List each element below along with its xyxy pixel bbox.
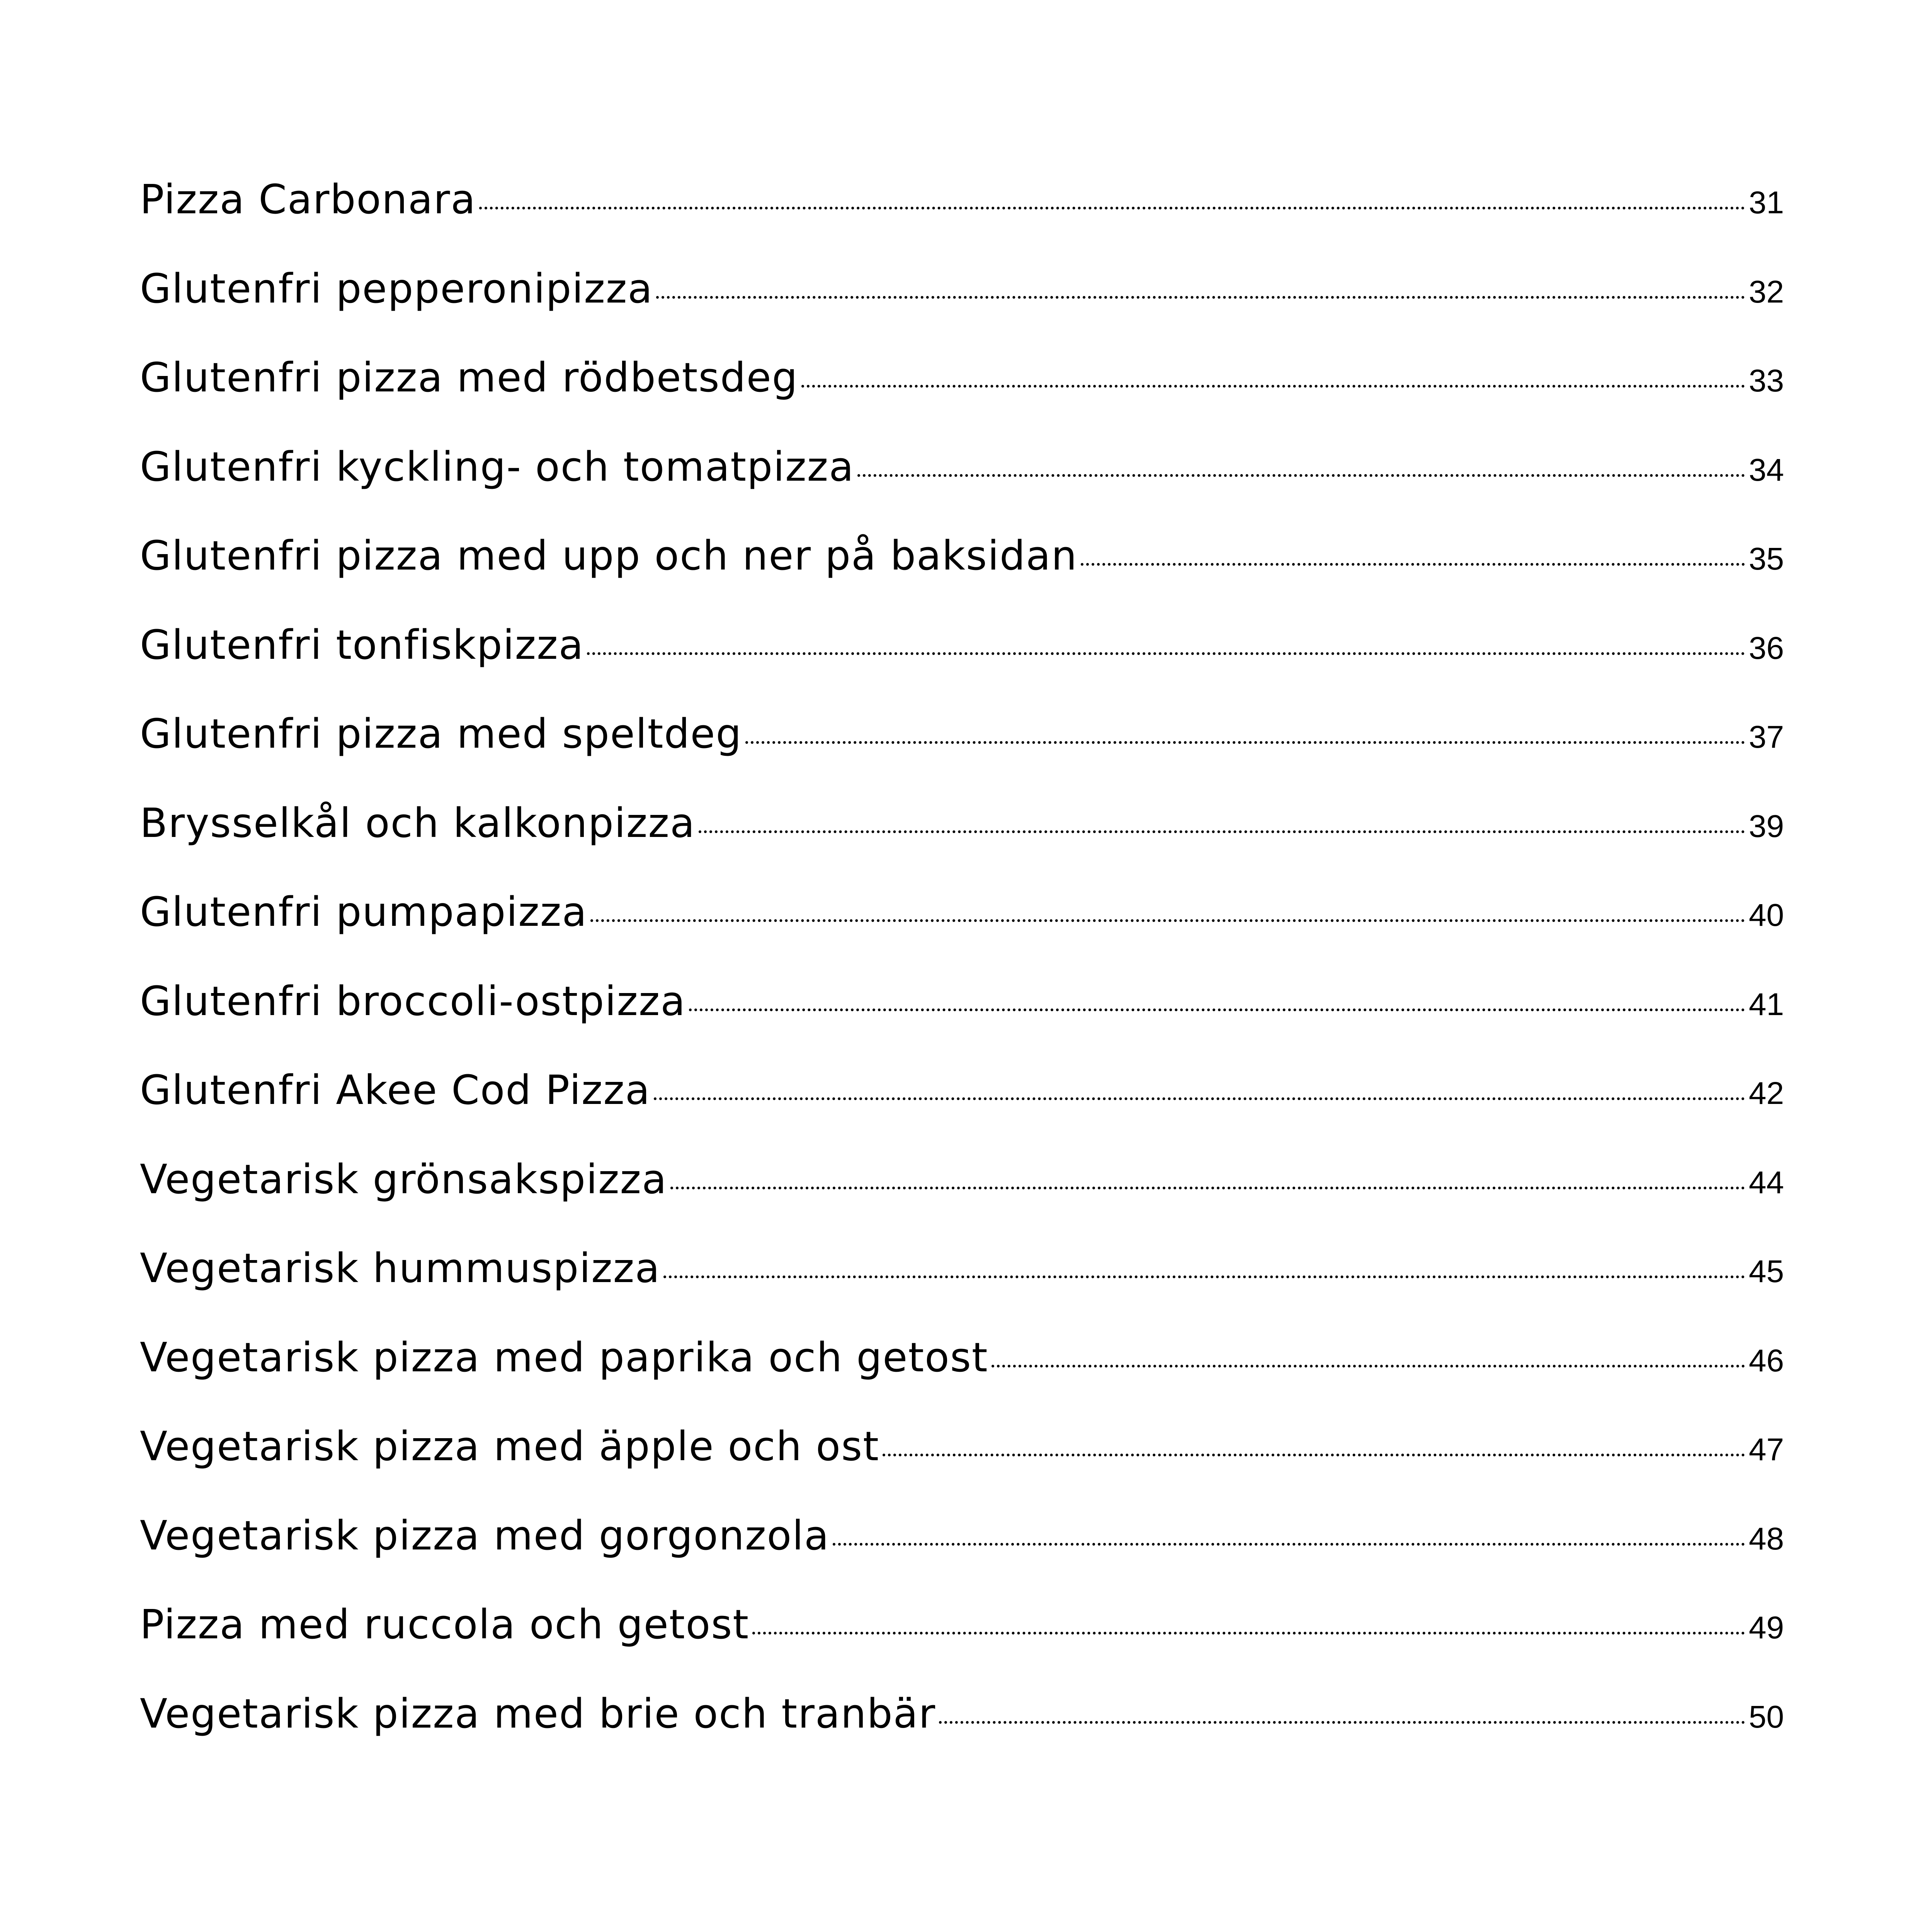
- toc-entry-title: Glutenfri broccoli-ostpizza: [140, 977, 686, 1025]
- toc-entry-title: Pizza Carbonara: [140, 176, 476, 223]
- toc-entry-title: Glutenfri pizza med speltdeg: [140, 710, 742, 757]
- toc-entry-title: Glutenfri pizza med upp och ner på baksidan: [140, 532, 1078, 579]
- dot-leader: [670, 1187, 1745, 1189]
- dot-leader: [857, 474, 1745, 477]
- table-of-contents: [140, 176, 1784, 1779]
- toc-entry[interactable]: [140, 710, 1784, 799]
- dot-leader: [745, 741, 1745, 744]
- toc-entry-page-number: 48: [1748, 1521, 1784, 1556]
- toc-entry-page-number: 32: [1748, 274, 1784, 310]
- toc-entry-title: Vegetarisk pizza med äpple och ost: [140, 1423, 879, 1470]
- toc-entry-title: Vegetarisk pizza med brie och tranbär: [140, 1690, 936, 1737]
- dot-leader: [699, 830, 1745, 833]
- toc-entry[interactable]: [140, 888, 1784, 978]
- toc-entry-page-number: 42: [1748, 1076, 1784, 1111]
- toc-entry-page-number: 34: [1748, 452, 1784, 488]
- dot-leader: [587, 652, 1745, 655]
- toc-entry[interactable]: [140, 176, 1784, 265]
- toc-entry[interactable]: [140, 532, 1784, 621]
- dot-leader: [833, 1543, 1745, 1546]
- toc-entry-title: Glutenfri pumpapizza: [140, 888, 588, 935]
- toc-entry-page-number: 35: [1748, 541, 1784, 577]
- toc-entry[interactable]: [140, 443, 1784, 532]
- toc-entry-title: Brysselkål och kalkonpizza: [140, 799, 696, 847]
- toc-entry-page-number: 45: [1748, 1254, 1784, 1289]
- toc-entry[interactable]: [140, 1512, 1784, 1601]
- dot-leader: [656, 296, 1745, 299]
- toc-entry[interactable]: [140, 354, 1784, 443]
- dot-leader: [479, 207, 1745, 209]
- toc-entry-title: Vegetarisk hummuspizza: [140, 1245, 661, 1292]
- toc-entry-title: Glutenfri pizza med rödbetsdeg: [140, 354, 798, 401]
- toc-entry-page-number: 40: [1748, 898, 1784, 933]
- toc-entry[interactable]: [140, 621, 1784, 711]
- toc-entry[interactable]: [140, 1423, 1784, 1512]
- toc-entry-page-number: 31: [1748, 185, 1784, 220]
- dot-leader: [752, 1632, 1745, 1634]
- toc-entry[interactable]: [140, 1601, 1784, 1690]
- dot-leader: [689, 1009, 1745, 1011]
- toc-entry-title: Glutenfri tonfiskpizza: [140, 621, 584, 668]
- dot-leader: [939, 1721, 1745, 1724]
- toc-entry-page-number: 47: [1748, 1432, 1784, 1467]
- toc-entry-title: Vegetarisk pizza med gorgonzola: [140, 1512, 830, 1559]
- toc-entry-page-number: 39: [1748, 808, 1784, 844]
- dot-leader: [801, 385, 1745, 388]
- toc-entry-title: Vegetarisk grönsakspizza: [140, 1155, 667, 1203]
- dot-leader: [883, 1454, 1745, 1456]
- toc-entry[interactable]: [140, 265, 1784, 354]
- toc-entry-page-number: 46: [1748, 1343, 1784, 1378]
- toc-entry[interactable]: [140, 1334, 1784, 1423]
- dot-leader: [654, 1097, 1745, 1100]
- toc-entry-title: Glutenfri pepperonipizza: [140, 265, 653, 312]
- toc-entry-page-number: 41: [1748, 986, 1784, 1022]
- toc-entry[interactable]: [140, 1156, 1784, 1245]
- toc-entry[interactable]: [140, 978, 1784, 1067]
- toc-entry[interactable]: [140, 1245, 1784, 1334]
- toc-entry-page-number: 44: [1748, 1165, 1784, 1200]
- toc-entry-title: Glutenfri Akee Cod Pizza: [140, 1066, 651, 1114]
- dot-leader: [663, 1276, 1745, 1278]
- dot-leader: [1081, 563, 1745, 566]
- toc-entry-title: Pizza med ruccola och getost: [140, 1601, 750, 1648]
- toc-entry-title: Glutenfri kyckling- och tomatpizza: [140, 443, 854, 490]
- toc-entry[interactable]: [140, 1066, 1784, 1156]
- dot-leader: [992, 1365, 1745, 1367]
- toc-entry-page-number: 33: [1748, 363, 1784, 398]
- toc-entry-page-number: 37: [1748, 719, 1784, 755]
- toc-entry-page-number: 36: [1748, 630, 1784, 666]
- toc-entry-page-number: 50: [1748, 1699, 1784, 1735]
- dot-leader: [590, 919, 1745, 922]
- toc-entry-title: Vegetarisk pizza med paprika och getost: [140, 1333, 988, 1381]
- toc-entry[interactable]: [140, 799, 1784, 889]
- toc-entry[interactable]: [140, 1690, 1784, 1779]
- toc-entry-page-number: 49: [1748, 1610, 1784, 1645]
